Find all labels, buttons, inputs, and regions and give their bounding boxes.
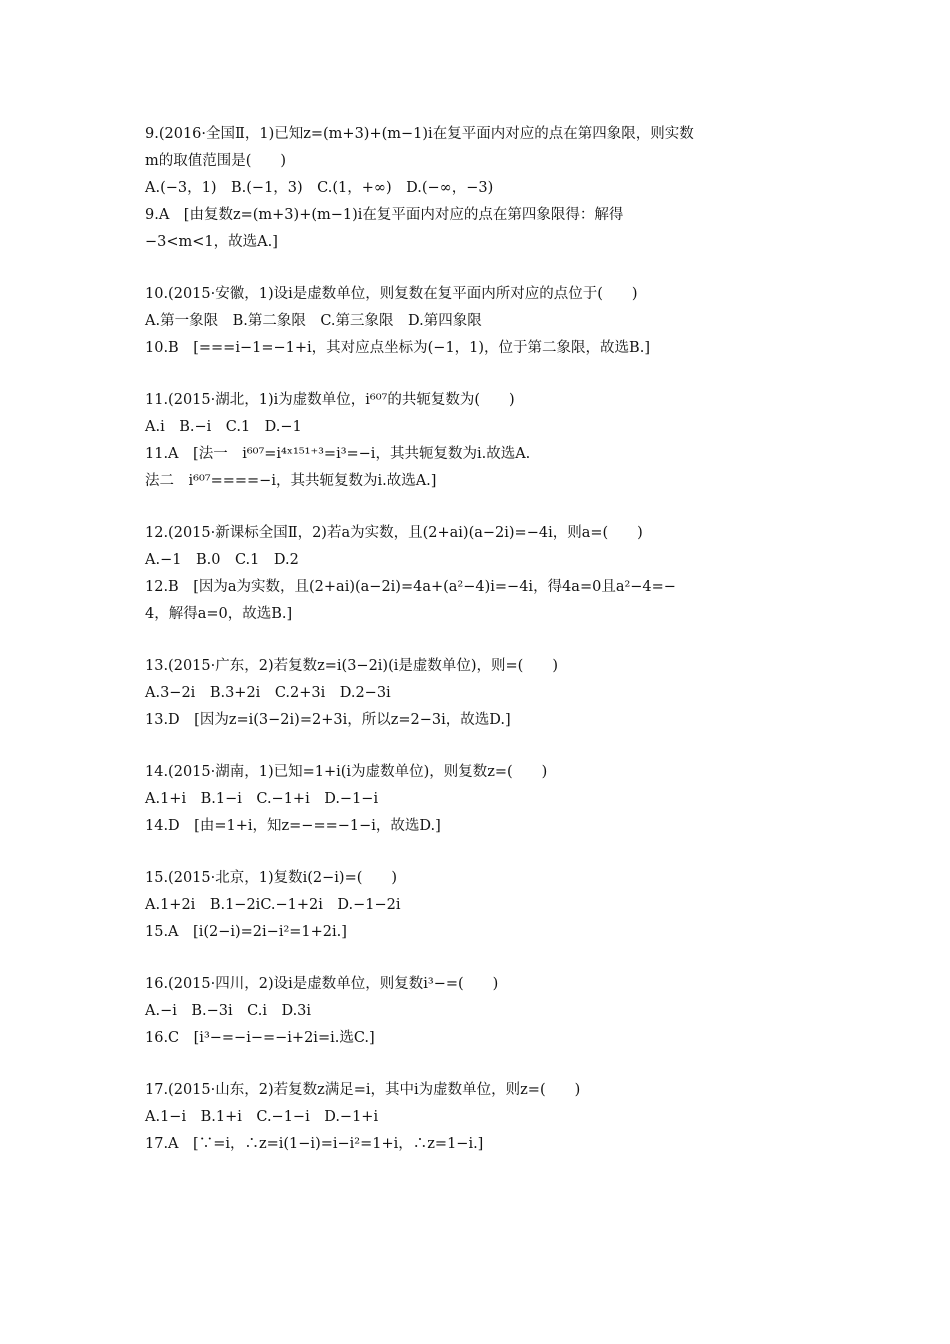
options-line: A.−1 B.0 C.1 D.2 bbox=[145, 552, 299, 568]
question-line: m的取值范围是( ) bbox=[145, 153, 287, 169]
question-line: 10.(2015·安徽，1)设i是虚数单位，则复数在复平面内所对应的点位于( ) bbox=[145, 286, 638, 302]
answer-line: 10.B [===i−1=−1+i，其对应点坐标为(−1，1)，位于第二象限，故选B.] bbox=[145, 340, 650, 356]
options-line: A.(−3，1) B.(−1，3) C.(1，+∞) D.(−∞，−3) bbox=[145, 180, 494, 196]
problem-13 bbox=[145, 653, 810, 734]
answer-line: 13.D [因为z=i(3−2i)=2+3i，所以z=2−3i，故选D.] bbox=[145, 712, 511, 728]
options-line: A.1−i B.1+i C.−1−i D.−1+i bbox=[145, 1109, 379, 1125]
answer-line: 11.A [法一 i⁶⁰⁷=i⁴ˣ¹⁵¹⁺³=i³=−i，其共轭复数为i.故选A. bbox=[145, 446, 531, 462]
answer-line: 4，解得a=0，故选B.] bbox=[145, 606, 293, 622]
options-line: A.1+2i B.1−2iC.−1+2i D.−1−2i bbox=[145, 897, 401, 913]
answer-line: 9.A [由复数z=(m+3)+(m−1)i在复平面内对应的点在第四象限得：解得 bbox=[145, 207, 624, 223]
question-line: 17.(2015·山东，2)若复数z满足=i，其中i为虚数单位，则z=( ) bbox=[145, 1082, 581, 1098]
answer-line: 法二 i⁶⁰⁷====−i，其共轭复数为i.故选A.] bbox=[145, 473, 437, 489]
options-line: A.第一象限 B.第二象限 C.第三象限 D.第四象限 bbox=[145, 313, 482, 329]
options-line: A.1+i B.1−i C.−1+i D.−1−i bbox=[145, 791, 379, 807]
problem-9 bbox=[145, 121, 810, 256]
problem-15 bbox=[145, 865, 810, 946]
problem-12 bbox=[145, 520, 810, 628]
options-line: A.3−2i B.3+2i C.2+3i D.2−3i bbox=[145, 685, 391, 701]
question-line: 15.(2015·北京，1)复数i(2−i)=( ) bbox=[145, 870, 398, 886]
answer-line: 16.C [i³−=−i−=−i+2i=i.选C.] bbox=[145, 1030, 375, 1046]
problem-16 bbox=[145, 971, 810, 1052]
options-line: A.−i B.−3i C.i D.3i bbox=[145, 1003, 312, 1019]
question-line: 9.(2016·全国Ⅱ，1)已知z=(m+3)+(m−1)i在复平面内对应的点在第四象限，则实数 bbox=[145, 126, 694, 142]
problem-10 bbox=[145, 281, 810, 362]
question-line: 14.(2015·湖南，1)已知=1+i(i为虚数单位)，则复数z=( ) bbox=[145, 764, 548, 780]
question-line: 12.(2015·新课标全国Ⅱ，2)若a为实数，且(2+ai)(a−2i)=−4i，则a=( ) bbox=[145, 525, 643, 541]
answer-line: 14.D [由=1+i，知z=−==−1−i，故选D.] bbox=[145, 818, 441, 834]
question-line: 11.(2015·湖北，1)i为虚数单位，i⁶⁰⁷的共轭复数为( ) bbox=[145, 392, 515, 408]
question-line: 16.(2015·四川，2)设i是虚数单位，则复数i³−=( ) bbox=[145, 976, 499, 992]
question-line: 13.(2015·广东，2)若复数z=i(3−2i)(i是虚数单位)，则=( ) bbox=[145, 658, 559, 674]
options-line: A.i B.−i C.1 D.−1 bbox=[145, 419, 302, 435]
problem-11 bbox=[145, 387, 810, 495]
problem-17 bbox=[145, 1077, 810, 1158]
answer-line: 15.A [i(2−i)=2i−i²=1+2i.] bbox=[145, 924, 347, 940]
answer-line: −3<m<1，故选A.] bbox=[145, 234, 278, 250]
problem-14 bbox=[145, 759, 810, 840]
answer-line: 12.B [因为a为实数，且(2+ai)(a−2i)=4a+(a²−4)i=−4i，得4a=0且a²−4=− bbox=[145, 579, 676, 595]
problem-list bbox=[145, 121, 810, 1183]
answer-line: 17.A [∵=i，∴z=i(1−i)=i−i²=1+i，∴z=1−i.] bbox=[145, 1136, 484, 1152]
